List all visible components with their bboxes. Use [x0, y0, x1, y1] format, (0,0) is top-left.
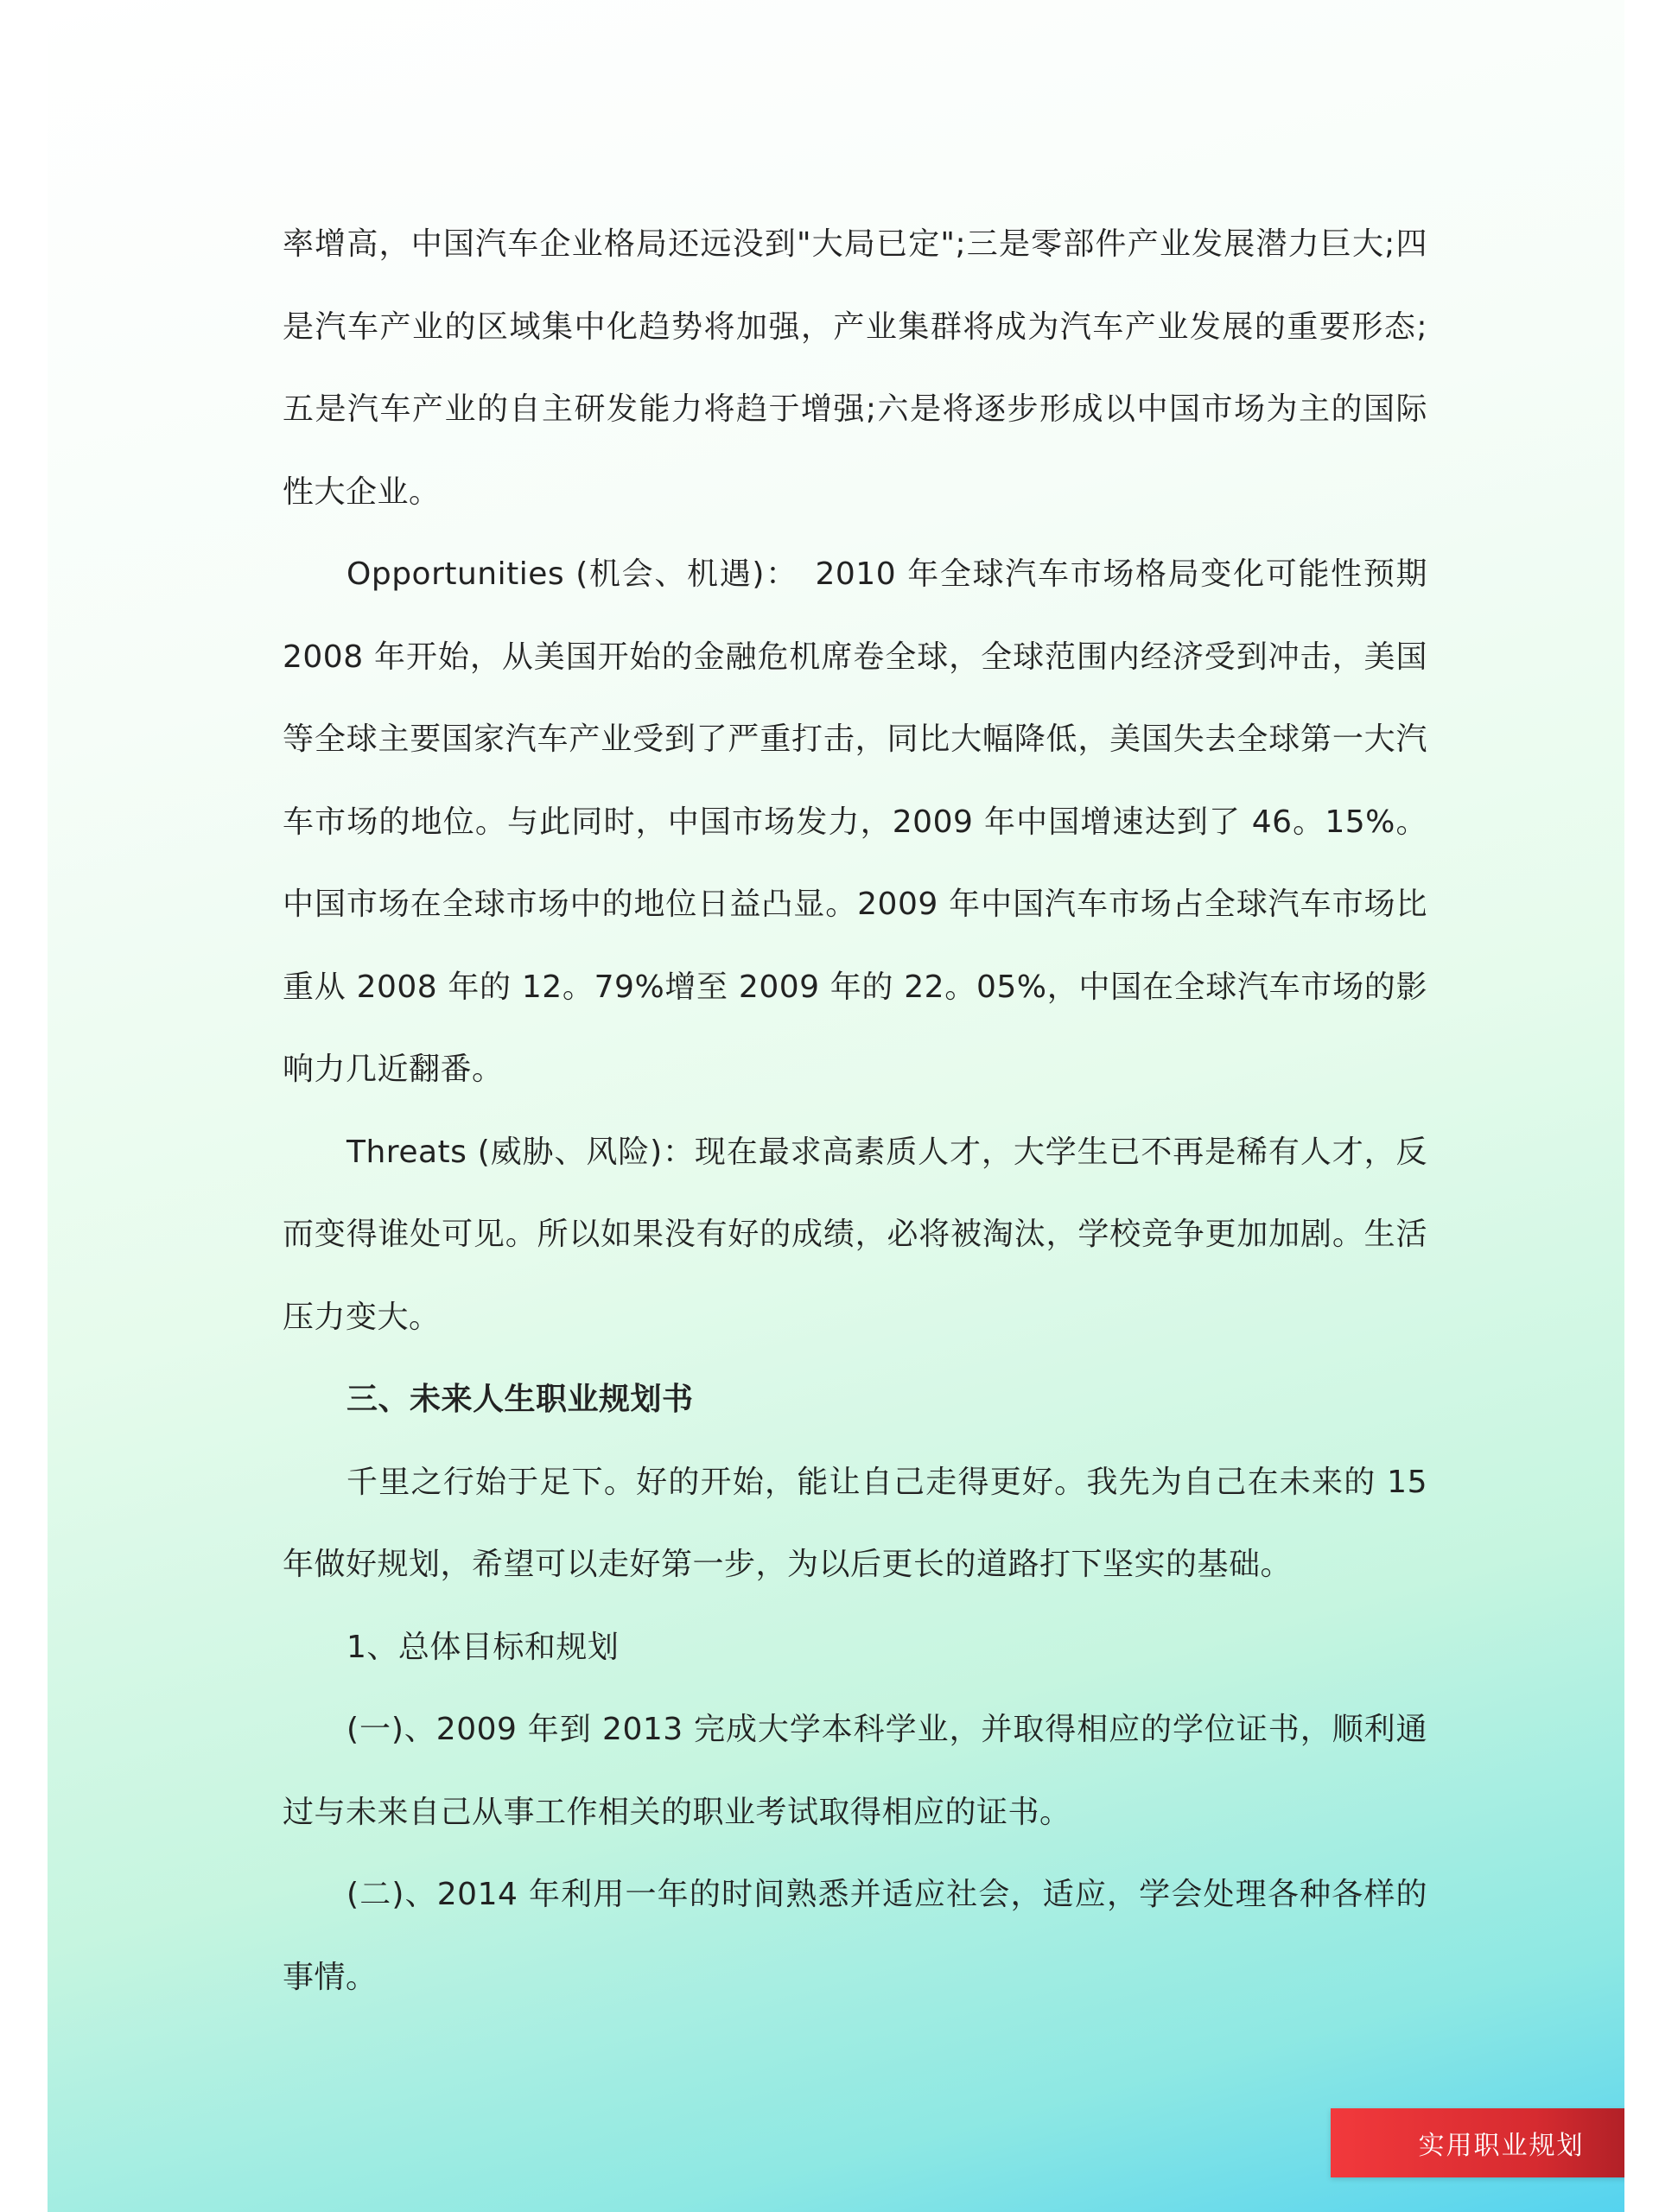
footer-category-tag: 实用职业规划 — [1331, 2108, 1624, 2177]
paragraph-threats: Threats (威胁、风险)：现在最求高素质人才，大学生已不再是稀有人才，反而变得谁处可见。所以如果没有好的成绩，必将被淘汰，学校竞争更加加剧。生活压力变大。 — [283, 1134, 1427, 1335]
paragraph-opportunities: Opportunities (机会、机遇)： 2010 年全球汽车市场格局变化可能性预期 2008 年开始，从美国开始的金融危机席卷全球，全球范围内经济受到冲击，美国等全球主要国家汽车产业受到了严重打击，同比大幅降低，美国失去全球第一大汽车市场的地位。与此同时，中国市场发力，2009 年中国增速达到了 46。15%。中国市场在全球市场中的地位日益凸显。2009 年中国汽车市场占全球汽车市场比重从 2008 年的 12。79%增至 2009 年的 22。05%，中国在全球汽车市场的影响力几近翻番。 — [283, 556, 1427, 1087]
paragraph-weaknesses-continued: 率增高，中国汽车企业格局还远没到"大局已定";三是零部件产业发展潜力巨大;四是汽车产业的区域集中化趋势将加强，产业集群将成为汽车产业发展的重要形态;五是汽车产业的自主研发能力将趋于增强;六是将逐步形成以中国市场为主的国际性大企业。 — [283, 226, 1427, 510]
document-body — [283, 203, 1427, 2018]
paragraph-intro: 千里之行始于足下。好的开始，能让自己走得更好。我先为自己在未来的 15 年做好规划，希望可以走好第一步，为以后更长的道路打下坚实的基础。 — [283, 1464, 1427, 1582]
paragraph-goal-two: (二)、2014 年利用一年的时间熟悉并适应社会，适应，学会处理各种各样的事情。 — [283, 1877, 1427, 1995]
section-heading: 三、未来人生职业规划书 — [346, 1382, 694, 1417]
document-page — [48, 0, 1624, 2212]
subheading-overall-goals: 1、总体目标和规划 — [346, 1629, 620, 1665]
paragraph-goal-one: (一)、2009 年到 2013 完成大学本科学业，并取得相应的学位证书，顺利通过与未来自己从事工作相关的职业考试取得相应的证书。 — [283, 1712, 1427, 1830]
